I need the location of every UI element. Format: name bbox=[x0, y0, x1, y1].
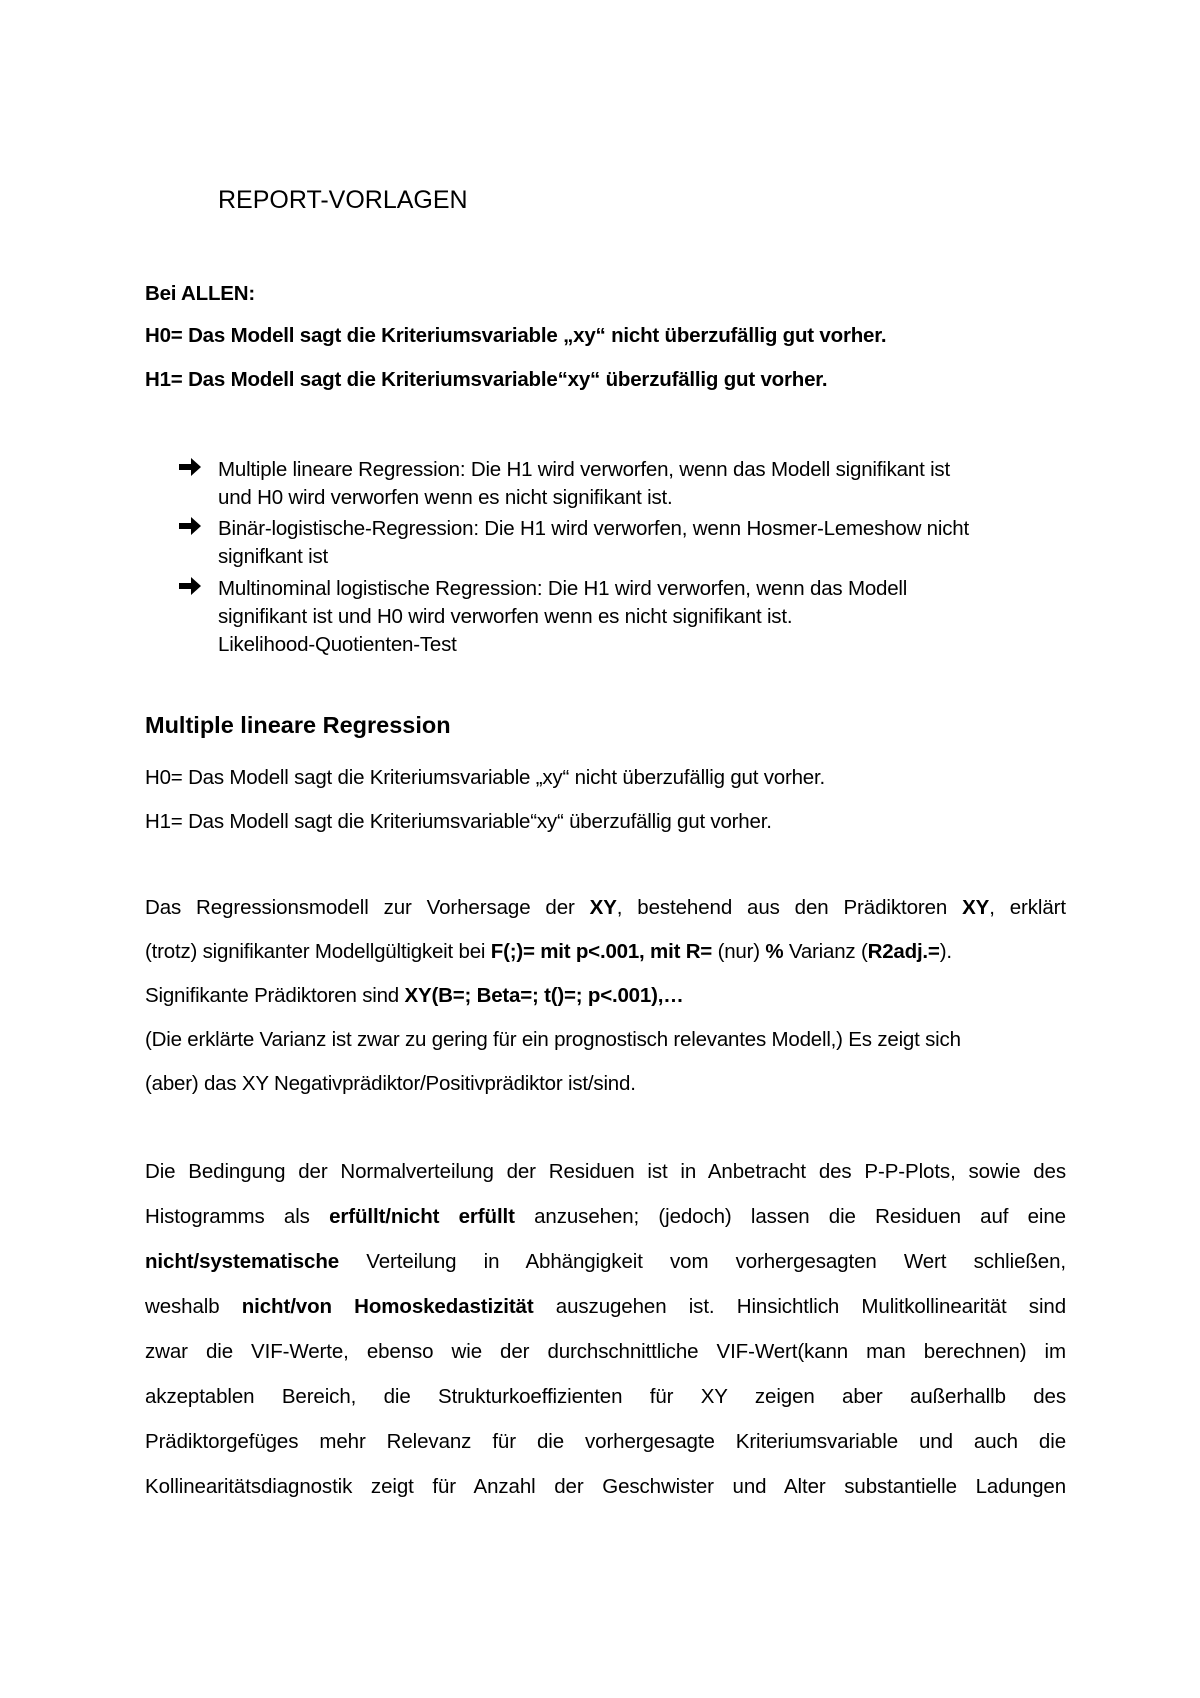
bullet-line: Multinominal logistische Regression: Die H1 wird verworfen, wenn das Modell bbox=[218, 577, 908, 600]
section-heading: Multiple lineare Regression bbox=[145, 712, 451, 738]
paragraph-line: weshalb nicht/von Homoskedastizität auszugehen ist. Hinsichtlich Mulitkollinearität sind bbox=[145, 1295, 1067, 1318]
arrow-right-icon bbox=[178, 456, 202, 478]
bullet-line: Likelihood-Quotienten-Test bbox=[218, 633, 457, 656]
arrow-right-icon bbox=[178, 575, 202, 597]
paragraph-line: Kollinearitätsdiagnostik zeigt für Anzahl der Geschwister und Alter substantielle Ladungen bbox=[145, 1475, 1066, 1498]
paragraph-line: (aber) das XY Negativprädiktor/Positivprädiktor ist/sind. bbox=[145, 1072, 636, 1095]
intro-label: Bei ALLEN: bbox=[145, 282, 255, 305]
bullet-line: Multiple lineare Regression: Die H1 wird verworfen, wenn das Modell signifikant ist bbox=[218, 458, 950, 481]
paragraph-line: Das Regressionsmodell zur Vorhersage der XY, bestehend aus den Prädiktoren XY, erklärt bbox=[145, 896, 1066, 919]
paragraph-line: Histogramms als erfüllt/nicht erfüllt anzusehen; (jedoch) lassen die Residuen auf eine bbox=[145, 1205, 1066, 1228]
paragraph-line: Prädiktorgefüges mehr Relevanz für die vorhergesagte Kriteriumsvariable und auch die bbox=[145, 1430, 1066, 1453]
bullet-line: signifkant ist bbox=[218, 545, 329, 568]
document-title: REPORT-VORLAGEN bbox=[218, 186, 468, 214]
section-h1: H1= Das Modell sagt die Kriteriumsvariable“xy“ überzufällig gut vorher. bbox=[145, 810, 772, 833]
section-h0: H0= Das Modell sagt die Kriteriumsvariable „xy“ nicht überzufällig gut vorher. bbox=[145, 766, 825, 789]
paragraph-line: (trotz) signifikanter Modellgültigkeit bei F(;)= mit p<.001, mit R= (nur) % Varianz (R2adj.=). bbox=[145, 940, 952, 963]
arrow-right-icon bbox=[178, 515, 202, 537]
paragraph-line: Die Bedingung der Normalverteilung der Residuen ist in Anbetracht des P-P-Plots, sowie des bbox=[145, 1160, 1066, 1183]
paragraph-line: nicht/systematische Verteilung in Abhängigkeit vom vorhergesagten Wert schließen, bbox=[145, 1250, 1066, 1273]
paragraph-line: Signifikante Prädiktoren sind XY(B=; Beta=; t()=; p<.001),… bbox=[145, 984, 684, 1007]
paragraph-line: akzeptablen Bereich, die Strukturkoeffizienten für XY zeigen aber außerhallb des bbox=[145, 1385, 1066, 1408]
intro-h1: H1= Das Modell sagt die Kriteriumsvariable“xy“ überzufällig gut vorher. bbox=[145, 368, 828, 391]
paragraph-line: zwar die VIF-Werte, ebenso wie der durchschnittliche VIF-Wert(kann man berechnen) im bbox=[145, 1340, 1066, 1363]
bullet-line: und H0 wird verworfen wenn es nicht signifikant ist. bbox=[218, 486, 673, 509]
intro-h0: H0= Das Modell sagt die Kriteriumsvariable „xy“ nicht überzufällig gut vorher. bbox=[145, 324, 887, 347]
bullet-line: signifikant ist und H0 wird verworfen wenn es nicht signifikant ist. bbox=[218, 605, 793, 628]
bullet-line: Binär-logistische-Regression: Die H1 wird verworfen, wenn Hosmer-Lemeshow nicht bbox=[218, 517, 969, 540]
paragraph-line: (Die erklärte Varianz ist zwar zu gering für ein prognostisch relevantes Modell,) Es zeigt sich bbox=[145, 1028, 961, 1051]
